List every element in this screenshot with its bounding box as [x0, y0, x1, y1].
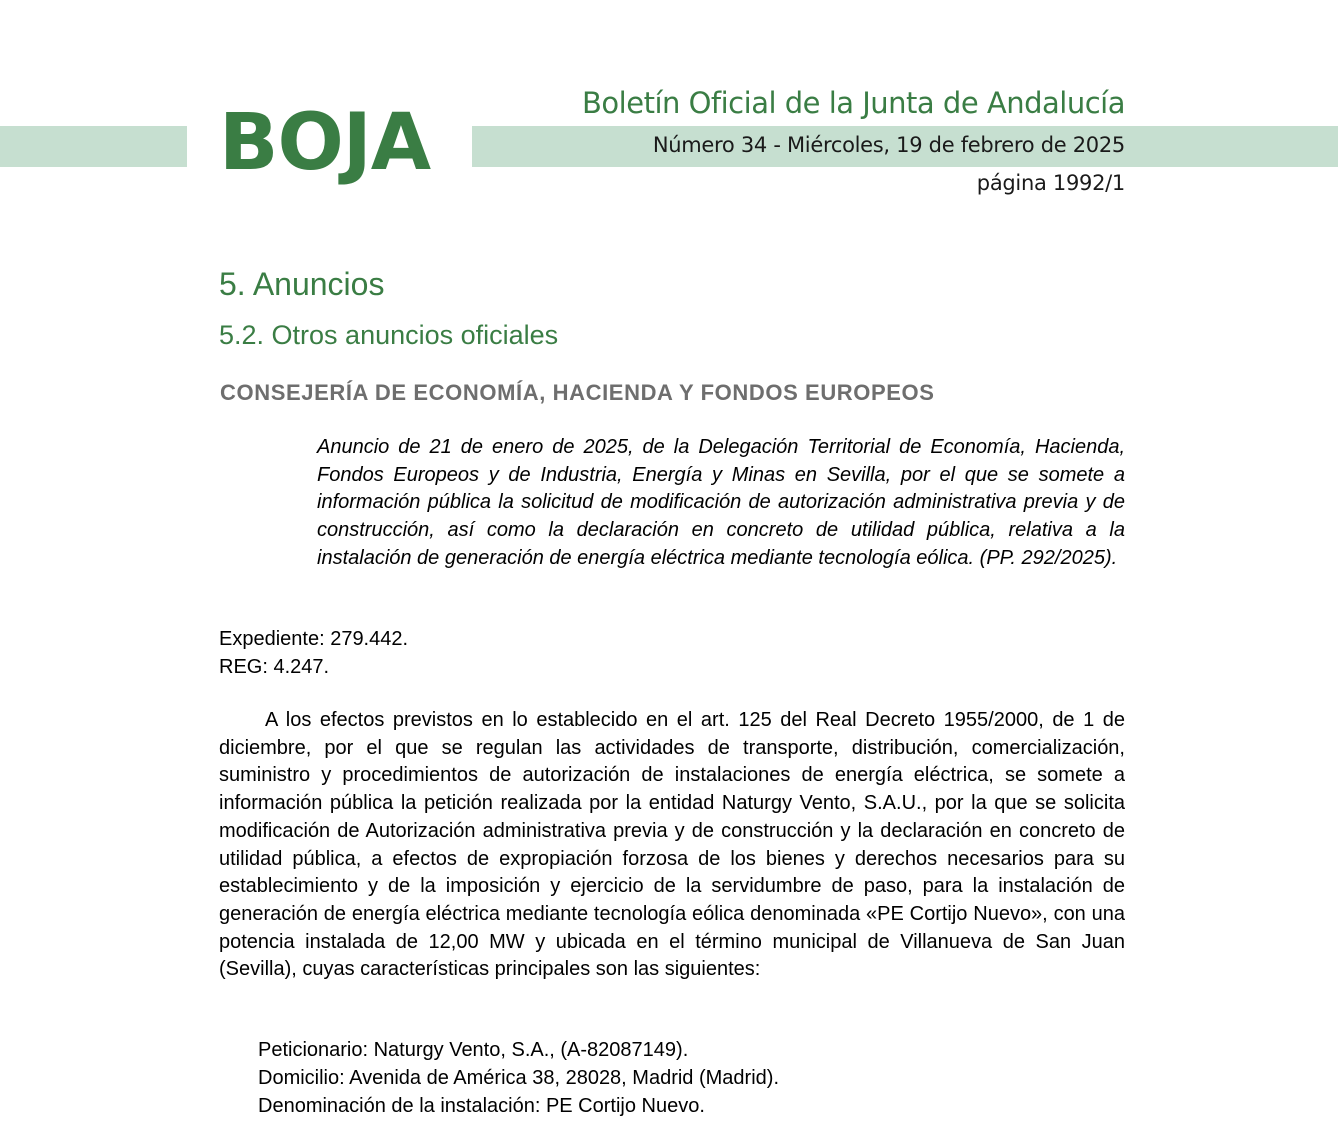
page-number: página 1992/1 [976, 171, 1125, 195]
reg-line: REG: 4.247. [219, 656, 330, 678]
detail-peticionario: Peticionario: Naturgy Vento, S.A., (A-82087149). [258, 1039, 689, 1061]
announcement-summary: Anuncio de 21 de enero de 2025, de la Delegación Territorial de Economía, Hacienda, Fondos Europeos y de Industria, Energía y Minas en Sevilla, por el que se somete a información pública la solicitud de modificación de autorización administrativa previa y de construcción, así como la declaración en concreto de utilidad pública, relativa a la instalación de generación de energía eléctrica mediante tecnología eólica. (PP. 292/2025). [317, 436, 1125, 569]
issue-info: Número 34 - Miércoles, 19 de febrero de 2025 [652, 133, 1125, 157]
bulletin-title: Boletín Oficial de la Junta de Andalucía [582, 86, 1125, 120]
section-title: 5. Anuncios [219, 266, 385, 302]
boja-logo: BOJA [219, 98, 431, 188]
department-heading: CONSEJERÍA DE ECONOMÍA, HACIENDA Y FONDOS EUROPEOS [220, 380, 935, 405]
detail-domicilio: Domicilio: Avenida de América 38, 28028, Madrid (Madrid). [258, 1067, 779, 1089]
subsection-title: 5.2. Otros anuncios oficiales [219, 320, 559, 350]
body-paragraph: A los efectos previstos en lo establecido en el art. 125 del Real Decreto 1955/2000, de 1 de diciembre, por el que se regulan las actividades de transporte, distribución, comercialización, suministro y procedimientos de autorización de instalaciones de energía eléctrica, se somete a información pública la petición realizada por la entidad Naturgy Vento, S.A.U., por la que se solicita modificación de Autorización administrativa previa y de construcción y la declaración en concreto de utilidad pública, a efectos de expropiación forzosa de los bienes y derechos necesarios para su establecimiento y de la imposición y ejercicio de la servidumbre de paso, para la instalación de generación de energía eléctrica mediante tecnología eólica denominada «PE Cortijo Nuevo», con una potencia instalada de 12,00 MW y ubicada en el término municipal de Villanueva de San Juan (Sevilla), cuyas características principales son las siguientes: [219, 709, 1125, 981]
detail-denominacion: Denominación de la instalación: PE Cortijo Nuevo. [258, 1095, 705, 1117]
expediente-line: Expediente: 279.442. [219, 628, 409, 650]
header-band-left [0, 126, 187, 167]
